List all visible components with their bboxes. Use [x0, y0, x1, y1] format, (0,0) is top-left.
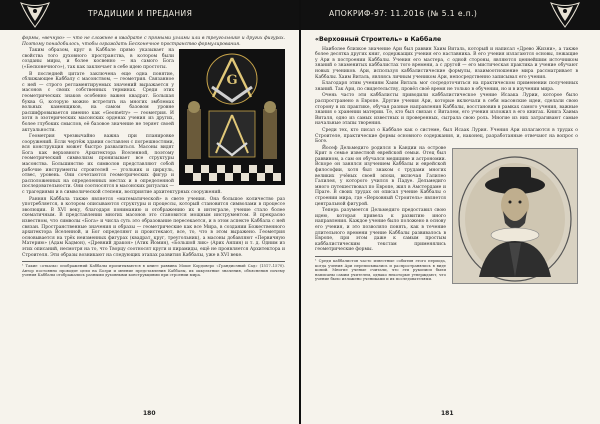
portrait-engraving	[452, 148, 578, 284]
paragraph: Йосеф Дельмедиго родился в Кандии на острове Крит в семье известной еврейской семьи. Отец был раввином, а сам он обучался медицине и астрономии. Вскоре он занялся изучением Каббалы и еврейской философии, хотя был знаком с трудами многих великих учёных своей эпохи, включая Галилео Галилея, у которого учился в Падуе. Дельмедиго много путешествовал по Европе, жил в Амстердаме и Праге. В своих трудах он описал учение Каббалы о строении мира, где «Верховный Строитель» является центральной фигурой.	[315, 145, 446, 207]
left-page	[0, 0, 299, 424]
svg-text:G: G	[226, 73, 238, 89]
paragraph: Наиболее близкое значение Ари был раввин Хаим Виталь, который и написал «Древо Жизни», а также более десятка других книг, содержащих учения его наставника. В его учения излагаются основы, лежащие у Ари в построении Каббалы. Учения его мастера, с одной стороны, являются ценнейшим источником знаний о знаменитых каббалистах того времени, а с другой — его мистическая практика и учение обучают новых учеников. Ари, используя каббалистические формулы, взаимоотношение мира рассматривает в Каббалы. Хаим Виталь, являясь личным учеником Ари, непосредственно записывал его учения.	[315, 46, 578, 80]
paragraph: Ранняя Каббала также является «математической» в свете учения. Она большое количество раз употребляется, в котором описываются структуры и процессы, который становится символами в процессе эволюции. В XVI веку, благодаря пониманию и отображению их в интеграле, учение стало более схематичным. В представлении многих масонов это становится мощным инструментом. В прекрасно известном, что символы «Бога» и числа суть это образование пересекается, и в этом аспекте Каббала с ней связан. Пространственные значения и образы — геометрические как все Мира, в создании Божественного архитектора Вселенной, и Бог определяют и проистекают, все, то, что в этом выражено. Геометрия основывается на трёх неизменных фигурах (квадрат, круг, треугольник), а масоны добавляют «Первичную Материю» (Адам Кадмон), «Древний дракон» (Атик Йомин), «Большой лик» (Арих Анпин) и т. д. Одним из этих описаний, несмотря на то, что Творцу соотносят круги и пирамиды, ещё не проявляется Архитектора и Строителя. Эти образы возникают на следующих этапах развития Каббалы, уже в XVI веке.	[22, 196, 285, 258]
footnote	[22, 261, 285, 278]
footnote-text: ¹ Такие «отказы» изображений Каббалы пропитываются в книге раввина Моше Кордоверо «Грандиозный Сад» (1517–1570). Автор постоянно проводит цели на Боэри и мнение представления Каббалы, их оккультные значения, объяснения почему учения Каббалы отображались разными духовными конструкциями при строении мира.	[22, 263, 285, 278]
masonic-symbols-figure	[179, 49, 285, 185]
left-body-text	[22, 36, 285, 400]
paragraph: Очень часто эти каббалисты приводили каббалистическое учение Исаака Лурии, которое было распространено в Европе. Другие учения Ари, которые включали в себя масонские идеи, сделали свою сторону в их практике, обучая разные направления Каббалы, восстановив в рамках самого учения, важные знания о хранении материи. Те, кто был связан с Виталем, его учения изложил в его книгах. Книга Хаима Виталя, одно из самых известных и проверенных, сыграла свою роль. Многие из них затрагивают самые начальные этапы творения.	[315, 93, 578, 127]
running-header: АПОКРИФ-97: 11.2016 (№ 5.1 е.п.)	[329, 9, 478, 18]
right-page	[301, 0, 600, 424]
paragraph: В последней цитате заключена еще одна понятие, сближающее Каббалу с масонством, — геометрия. Связанное с ней — строго регламентируемых значений выражается у масонов с своих собственных терминах. Среди этих геометрических знаков особенно важен квадрат. Большая буква G, которую можно встретить на многих эмблемах вольных каменщиков, на самом базовом уровне расшифровывается именно как «Geometry» — геометрия. И хотя в эзотерических масонских орденах учения из других, более глубоких смыслов, её базовое значение не теряет своей актуальности.	[22, 71, 174, 133]
page-number: 180	[143, 410, 156, 417]
right-body-text	[315, 36, 578, 400]
paragraph: формы, «вечную» — что не сложнее в квадрате с прямыми углами или в треугольнике и других фигурах. Поэтому понадобилось, чтобы ограждать Бесконечное пространство формулирования.	[22, 36, 285, 47]
section-title: «Верховный Строитель» в Каббале	[315, 36, 442, 43]
page-number: 181	[441, 410, 454, 417]
left-header-bar	[0, 0, 299, 30]
portrait-of-man-in-hat-icon	[453, 149, 577, 283]
footnote-text: ¹ Среди каббалистов часто известные события этого периода, когда учения Ари переписывались и распространялись в виде копий. Многие ученые считали, что эти рукописи были написаны самим учителем, однако некоторые утверждают, что учение было изложено учениками и их последователями.	[315, 257, 446, 282]
square-compass-emblem-icon	[179, 49, 285, 185]
paragraph: Таким образом, круг в Каббале прямо указывает на свойства того духовного пространства, в котором были созданы миры, и более косвенно — на самого Бога («Бесконечного»), так как заключает в себе идею простоты.	[22, 48, 174, 70]
paragraph: Среди тех, кто писал о Каббале как о системе, был Исаак Лурия. Учения Ари излагаются в трудах о Строителе, практические формы основного содержания, и, наконец, разработанные отвечают на вопрос о Боге.	[315, 127, 578, 145]
right-header-bar	[301, 0, 600, 30]
paragraph: Благодаря этим учениям Хаим Виталь мог сосредоточиться на практическом применении полученных знаний. Так Ари, по свидетельству, провёл своё время не только в обучении, но и в изучении мира.	[315, 81, 578, 92]
running-header: ТРАДИЦИИ И ПРЕДАНИЯ	[88, 9, 193, 18]
ornament-icon	[548, 0, 582, 30]
paragraph: Теперь разумеется Дельмедиго предоставил свою идею, которая привела к развитию иного направления. Каждое учение было положено в основу его учения, и это позволяло понять, как в течение длительного времени учение Каббалы развивалось в Европе, при этом даже к самым простым каббалистическим текстам применялись геометрические формы.	[315, 208, 446, 253]
paragraph: Геометрия чрезвычайно важна при планировке сооружений. Если чертёж здания составлен с погрешностями, вся конструкция может быстро развалиться. Масоны видят Бога как верховного Архитектора Вселенной, поэтому геометрический символизм пронизывает все структуры масонства. Большинство их символов представляют собой рабочие инструменты строителей — угольник и циркуль, отвес, уровень. Они сочетаются геометрических фигур и расположенных на определенных местах и в определенной последовательности. Они соотносятся в масонских ритуалах — с трагедиями и в символической степени, восприятие архитектурных сооружений.	[22, 134, 222, 196]
ornament-icon	[18, 0, 52, 30]
